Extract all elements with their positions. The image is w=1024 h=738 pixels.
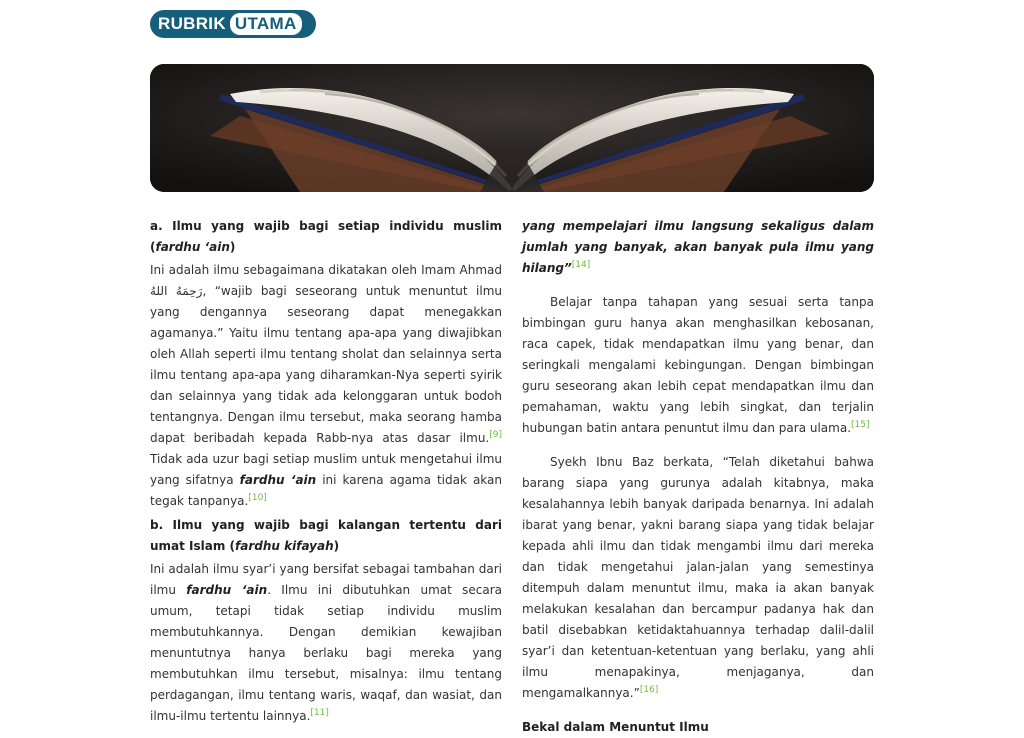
badge-part2: UTAMA (230, 13, 302, 35)
citation-11[interactable]: [11] (310, 708, 329, 718)
citation-16[interactable]: [16] (639, 685, 659, 695)
badge-part1: RUBRIK (158, 14, 226, 33)
paragraph-fardhu-kifayah: Ini adalah ilmu syar’i yang bersifat sebagai tambahan dari ilmu fardhu ‘ain. Ilmu ini dibutuhkan umat secara umum, tetapi tidak setiap individu muslim membutuhkannya. Dengan demikian kewajiban menuntutnya hanya berlaku bagi mereka yang membutuhkan ilmu tersebut, misalnya: ilmu tentang perdagangan, ilmu tentang waris, waqaf, dan wasiat, dan ilmu-ilmu tertentu lainnya.[11] (150, 562, 503, 723)
hero-image-open-book (150, 64, 874, 192)
citation-10[interactable]: [10] (248, 493, 267, 503)
right-column (522, 216, 874, 738)
heading-fardhu-ain: a. Ilmu yang wajib bagi setiap individu muslim (fardhu ‘ain) (150, 219, 502, 254)
paragraph-fardhu-ain: Ini adalah ilmu sebagaimana dikatakan oleh Imam Ahmad رَحِمَهُ اللهُ, “wajib bagi seseorang untuk menuntut ilmu yang dengannya seseorang dapat menegakkan agamanya.” Yaitu ilmu tentang apa-apa yang diwajibkan oleh Allah seperti ilmu tentang sholat dan selainnya serta ilmu tentang apa-apa yang diharamkan-Nya seperti syirik dan selainnya yang tidak ada kelonggaran untuk bodoh tentangnya. Dengan ilmu tersebut, maka seorang hamba dapat beribadah kepada Rabb-nya atas dasar ilmu.[9] Tidak ada uzur bagi setiap muslim untuk mengetahui ilmu yang sifatnya fardhu ‘ain ini karena agama tidak akan tegak tanpanya.[10] (150, 263, 502, 508)
paragraph-syekh-ibnu-baz: Syekh Ibnu Baz berkata, “Telah diketahui bahwa barang siapa yang gurunya adalah kitabnya, maka kesalahannya lebih banyak daripada benarnya. Ini adalah ibarat yang benar, yakni barang siapa yang tidak belajar kepada ahli ilmu dan tidak mengambi ilmu dari mereka dan tidak mengetahui jalan-jalan yang semestinya ditempuh dalam menuntut ilmu, maka ia akan banyak melakukan kesalahan dan bercampur padanya hak dan batil disebabkan ketidaktahuannya terhadap dalil-dalil syar’i dan ketentuan-ketentuan yang berlaku, yang ahli ilmu menapakinya, menjaganya, dan mengamalkannya.”[16] (522, 455, 874, 700)
rubrik-utama-badge (150, 10, 316, 38)
heading-bekal-menuntut-ilmu: Bekal dalam Menuntut Ilmu (522, 720, 709, 734)
paragraph-belajar-tahapan: Belajar tanpa tahapan yang sesuai serta tanpa bimbingan guru hanya akan menghasilkan kebosanan, raca capek, tidak mendapatkan ilmu yang benar, dan seringkali mengalami kebingungan. Dengan bimbingan guru seseorang akan lebih cepat mendapatkan ilmu dan pemahaman, waktu yang lebih singkat, dan terjalin hubungan batin antara penuntut ilmu dan para ulama.[15] (522, 295, 874, 435)
citation-14[interactable]: [14] (571, 260, 591, 270)
citation-9[interactable]: [9] (489, 430, 502, 440)
heading-fardhu-kifayah: b. Ilmu yang wajib bagi kalangan tertentu dari umat Islam (fardhu kifayah) (150, 518, 502, 553)
quote-continuation: yang mempelajari ilmu langsung sekaligus dalam jumlah yang banyak, akan banyak pula ilmu yang hilang”[14] (522, 219, 874, 275)
citation-15[interactable]: [15] (851, 420, 870, 430)
left-column (150, 216, 502, 727)
